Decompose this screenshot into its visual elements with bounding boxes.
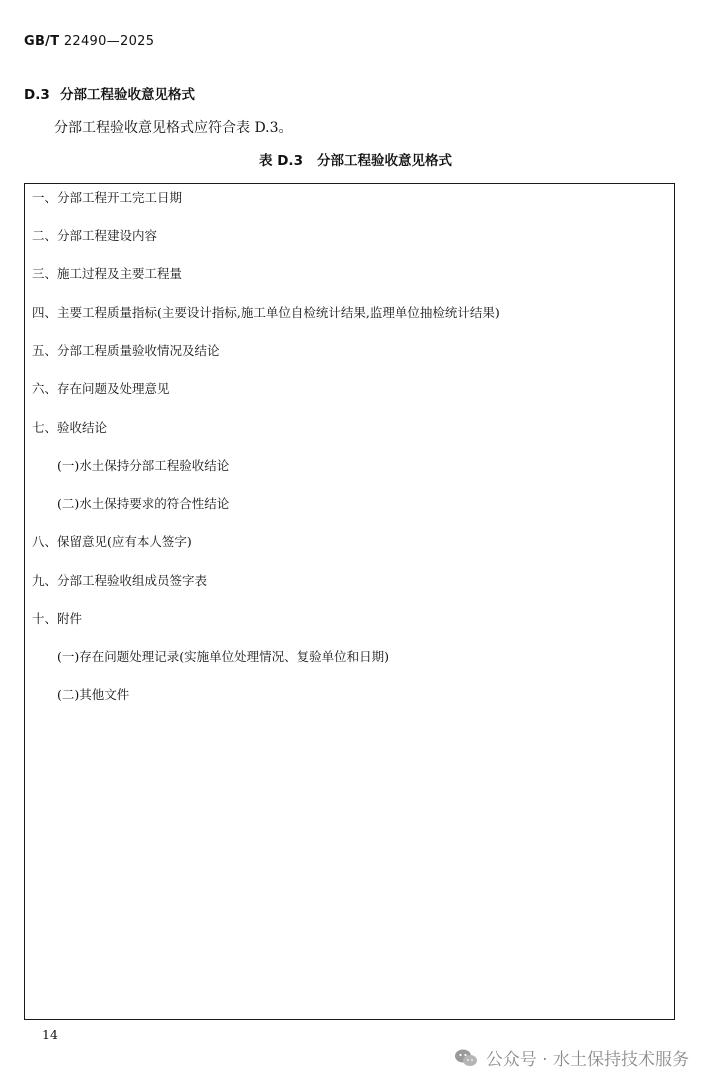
form-item-3: 三、施工过程及主要工程量 [32,266,183,281]
form-item-2: 二、分部工程建设内容 [32,228,158,243]
table-caption [0,149,711,169]
form-subitem-7-1: (一)水土保持分部工程验收结论 [57,458,230,473]
form-subitem-7-2: (二)水土保持要求的符合性结论 [57,496,230,511]
section-title: 分部工程验收意见格式 [60,87,195,103]
form-item-10: 十、附件 [32,611,83,626]
standard-prefix: GB/T [24,34,60,49]
body-paragraph: 分部工程验收意见格式应符合表 D.3。 [54,120,293,136]
form-item-9: 九、分部工程验收组成员签字表 [32,573,208,588]
section-heading [24,83,195,103]
standard-code [24,34,154,49]
standard-number: 22490—2025 [63,34,155,49]
form-item-5: 五、分部工程质量验收情况及结论 [32,343,220,358]
page-number: 14 [42,1027,58,1042]
section-number: D.3 [24,87,50,103]
form-item-7: 七、验收结论 [32,420,108,435]
form-subitem-10-1: (一)存在问题处理记录(实施单位处理情况、复验单位和日期) [57,649,390,664]
watermark [454,1045,689,1070]
form-item-8: 八、保留意见(应有本人签字) [32,534,192,549]
form-item-4: 四、主要工程质量指标(主要设计指标,施工单位自检统计结果,监理单位抽检统计结果) [32,305,500,320]
table-title: 分部工程验收意见格式 [316,153,452,169]
form-subitem-10-2: (二)其他文件 [57,687,130,702]
form-item-1: 一、分部工程开工完工日期 [32,190,183,205]
table-label: 表 D.3 [259,153,303,169]
wechat-icon [454,1048,478,1068]
watermark-text: 公众号 · 水土保持技术服务 [485,1050,689,1070]
form-table [24,183,675,1020]
form-item-6: 六、存在问题及处理意见 [32,381,170,396]
